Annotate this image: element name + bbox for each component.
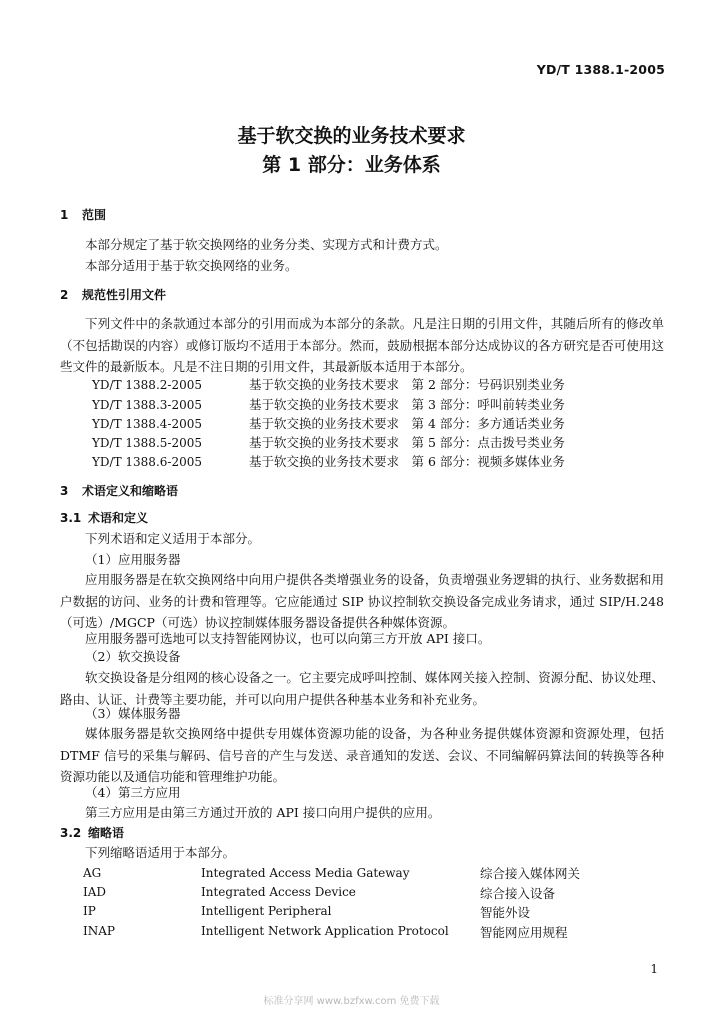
- document-title-line2: 第 1 部分：业务体系: [262, 154, 441, 176]
- term-1-definition: 应用服务器是在软交换网络中向用户提供各类增强业务的设备，负责增强业务逻辑的执行、业务数据和用户数据的访问、业务的计费和管理等。它应能通过 SIP 协议控制软交换设备完成业务请求，通过 SIP/H.248（可选）/MGCP（可选）协议控制媒体服务器设备提供各种媒体资源。: [60, 572, 664, 630]
- subsection-title: 术语和定义: [88, 511, 149, 525]
- standard-id-header: YD/T 1388.1-2005: [536, 62, 665, 77]
- reference-title: 基于软交换的业务技术要求 第 3 部分：呼叫前转类业务: [249, 397, 565, 412]
- watermark-text: 标准分享网 www.bzfxw.com 免费下载: [263, 996, 440, 1007]
- abbreviation-english: Intelligent Peripheral: [201, 904, 332, 918]
- reference-title: 基于软交换的业务技术要求 第 4 部分：多方通话类业务: [249, 416, 565, 431]
- abbreviation-english: Integrated Access Device: [201, 885, 356, 899]
- section-number: 3: [60, 484, 69, 498]
- term-3-definition: 媒体服务器是软交换网络中提供专用媒体资源功能的设备，为各种业务提供媒体资源和资源处理，包括 DTMF 信号的采集与解码、信号音的产生与发送、录音通知的发送、会议、不同编解码算法间的转换等各种资源功能以及通信功能和管理维护功能。: [60, 726, 664, 784]
- abbreviation-code: INAP: [83, 924, 115, 938]
- section-3-heading: [60, 483, 178, 499]
- term-3-label: （3）媒体服务器: [85, 706, 181, 721]
- section-title: 规范性引用文件: [82, 288, 167, 302]
- subsection-3-2-heading: [60, 825, 124, 841]
- page-number: 1: [650, 962, 658, 976]
- term-1-label: （1）应用服务器: [85, 552, 181, 567]
- section-title: 术语定义和缩略语: [82, 484, 179, 498]
- abbreviation-chinese: 智能外设: [480, 905, 531, 920]
- abbreviation-code: AG: [83, 866, 102, 880]
- reference-title: 基于软交换的业务技术要求 第 5 部分：点击拨号类业务: [249, 435, 565, 450]
- reference-code: YD/T 1388.4-2005: [92, 417, 202, 431]
- subsection-number: 3.2: [60, 826, 82, 840]
- subsection-number: 3.1: [60, 511, 82, 525]
- section-1-heading: [60, 207, 106, 223]
- reference-code: YD/T 1388.2-2005: [92, 378, 202, 392]
- abbreviation-english: Integrated Access Media Gateway: [201, 866, 410, 880]
- term-2-label: （2）软交换设备: [85, 649, 181, 664]
- section-2-heading: [60, 287, 166, 303]
- section-number: 2: [60, 288, 69, 302]
- scope-paragraph-2: 本部分适用于基于软交换网络的业务。: [85, 258, 298, 273]
- reference-code: YD/T 1388.3-2005: [92, 398, 202, 412]
- normative-references-paragraph: 下列文件中的条款通过本部分的引用而成为本部分的条款。凡是注日期的引用文件，其随后所有的修改单（不包括勘误的内容）或修订版均不适用于本部分。然而，鼓励根据本部分达成协议的各方研究是否可使用这些文件的最新版本。凡是不注日期的引用文件，其最新版本适用于本部分。: [60, 316, 664, 374]
- abbreviation-code: IP: [83, 904, 96, 918]
- subsection-title: 缩略语: [88, 826, 125, 840]
- abbreviation-chinese: 综合接入媒体网关: [480, 866, 581, 881]
- term-4-definition: 第三方应用是由第三方通过开放的 API 接口向用户提供的应用。: [85, 805, 441, 820]
- section-title: 范围: [82, 208, 107, 222]
- reference-title: 基于软交换的业务技术要求 第 6 部分：视频多媒体业务: [249, 454, 565, 469]
- reference-code: YD/T 1388.6-2005: [92, 455, 202, 469]
- abbreviation-chinese: 智能网应用规程: [480, 925, 568, 940]
- subsection-3-1-heading: [60, 510, 148, 526]
- abbreviation-english: Intelligent Network Application Protocol: [201, 924, 449, 938]
- term-1-note: 应用服务器可选地可以支持智能网协议，也可以向第三方开放 API 接口。: [85, 631, 491, 646]
- document-title-line1: 基于软交换的业务技术要求: [237, 125, 466, 147]
- abbreviation-code: IAD: [83, 885, 107, 899]
- term-4-label: （4）第三方应用: [85, 785, 181, 800]
- reference-title: 基于软交换的业务技术要求 第 2 部分：号码识别类业务: [249, 377, 565, 392]
- abbreviation-chinese: 综合接入设备: [480, 886, 556, 901]
- term-2-definition: 软交换设备是分组网的核心设备之一。它主要完成呼叫控制、媒体网关接入控制、资源分配、协议处理、路由、认证、计费等主要功能，并可以向用户提供各种基本业务和补充业务。: [60, 670, 664, 707]
- terms-intro: 下列术语和定义适用于本部分。: [85, 531, 261, 546]
- section-number: 1: [60, 208, 69, 222]
- scope-paragraph-1: 本部分规定了基于软交换网络的业务分类、实现方式和计费方式。: [85, 237, 448, 252]
- abbreviations-intro: 下列缩略语适用于本部分。: [85, 845, 236, 860]
- reference-code: YD/T 1388.5-2005: [92, 436, 202, 450]
